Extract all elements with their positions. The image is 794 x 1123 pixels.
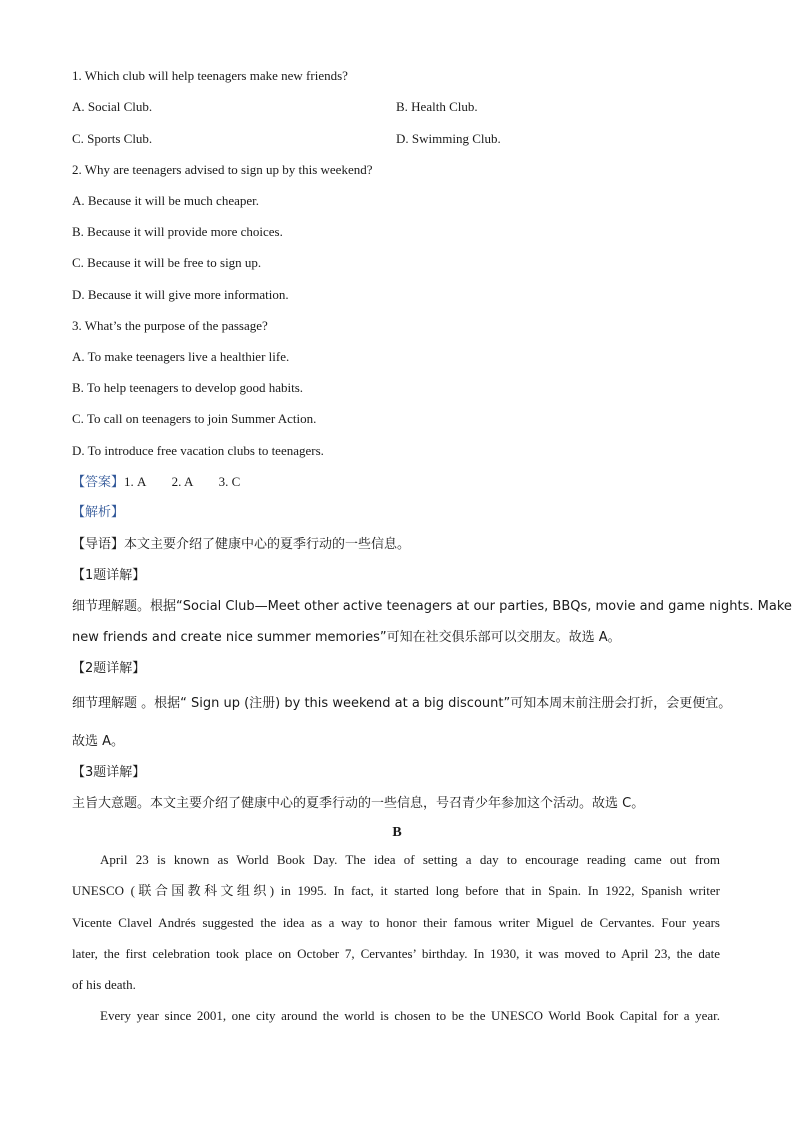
q1-detail-line-1: 细节理解题。根据“Social Club—Meet other active teenagers at our parties, BBQs, movie and game nights. Make: [72, 599, 792, 614]
question-1-option-c: C. Sports Club.: [72, 131, 153, 146]
question-3-option-c: C. To call on teenagers to join Summer Action.: [72, 411, 317, 426]
question-1-option-b: B. Health Club.: [396, 99, 478, 114]
q2-detail-line-1: 细节理解题 。根据“ Sign up (注册) by this weekend at a big discount”可知本周末前注册会打折，会更便宜。: [72, 696, 732, 711]
intro-label: 【导语】: [72, 537, 125, 552]
question-2-option-d: D. Because it will give more information.: [72, 287, 289, 302]
intro-text: 本文主要介绍了健康中心的夏季行动的一些信息。: [124, 537, 411, 552]
passage-b-title: B: [392, 825, 402, 840]
passage-b-p1-line-5: of his death.: [72, 977, 136, 992]
analysis-label: 【解析】: [72, 505, 125, 520]
q3-detail-label: 【3题详解】: [72, 765, 146, 780]
question-2-option-a: A. Because it will be much cheaper.: [72, 193, 259, 208]
answer-row: [72, 474, 240, 491]
question-1-option-a: A. Social Club.: [72, 99, 153, 114]
q2-detail-label: 【2题详解】: [72, 661, 146, 676]
passage-b-p2-line-1: Every year since 2001, one city around the world is chosen to be the UNESCO World Book Capital for a year.: [100, 1008, 720, 1023]
passage-b-p1-line-4: later, the first celebration took place on October 7, Cervantes’ birthday. In 1930, it was moved to April 23, the date: [72, 946, 720, 961]
question-3-option-b: B. To help teenagers to develop good habits.: [72, 380, 303, 395]
q1-detail-label: 【1题详解】: [72, 568, 146, 583]
question-1-stem: 1. Which club will help teenagers make new friends?: [72, 68, 348, 83]
question-3-stem: 3. What’s the purpose of the passage?: [72, 318, 268, 333]
question-1-option-d: D. Swimming Club.: [396, 131, 501, 146]
q1-detail-line-2: new friends and create nice summer memories”可知在社交俱乐部可以交朋友。故选 A。: [72, 630, 621, 645]
q3-detail-line-1: 主旨大意题。本文主要介绍了健康中心的夏季行动的一些信息，号召青少年参加这个活动。故选 C。: [72, 796, 645, 811]
q2-detail-line-2: 故选 A。: [72, 734, 125, 749]
passage-b-p1-line-3: Vicente Clavel Andrés suggested the idea as a way to honor their famous writer Miguel de Cervantes. Four years: [72, 915, 720, 930]
question-2-stem: 2. Why are teenagers advised to sign up by this weekend?: [72, 162, 373, 177]
question-2-option-c: C. Because it will be free to sign up.: [72, 255, 262, 270]
answer-label: 【答案】: [72, 475, 125, 490]
question-2-option-b: B. Because it will provide more choices.: [72, 224, 283, 239]
passage-b-p1-line-1: April 23 is known as World Book Day. The idea of setting a day to encourage reading came out from: [100, 852, 720, 867]
question-3-option-a: A. To make teenagers live a healthier life.: [72, 349, 290, 364]
intro-row: [72, 537, 410, 553]
answer-values: 1. A 2. A 3. C: [124, 474, 241, 489]
passage-b-p1-line-2: UNESCO (联合国教科文组织) in 1995. In fact, it started long before that in Spain. In 1922, Spanish writer: [72, 883, 720, 898]
question-3-option-d: D. To introduce free vacation clubs to teenagers.: [72, 443, 324, 458]
